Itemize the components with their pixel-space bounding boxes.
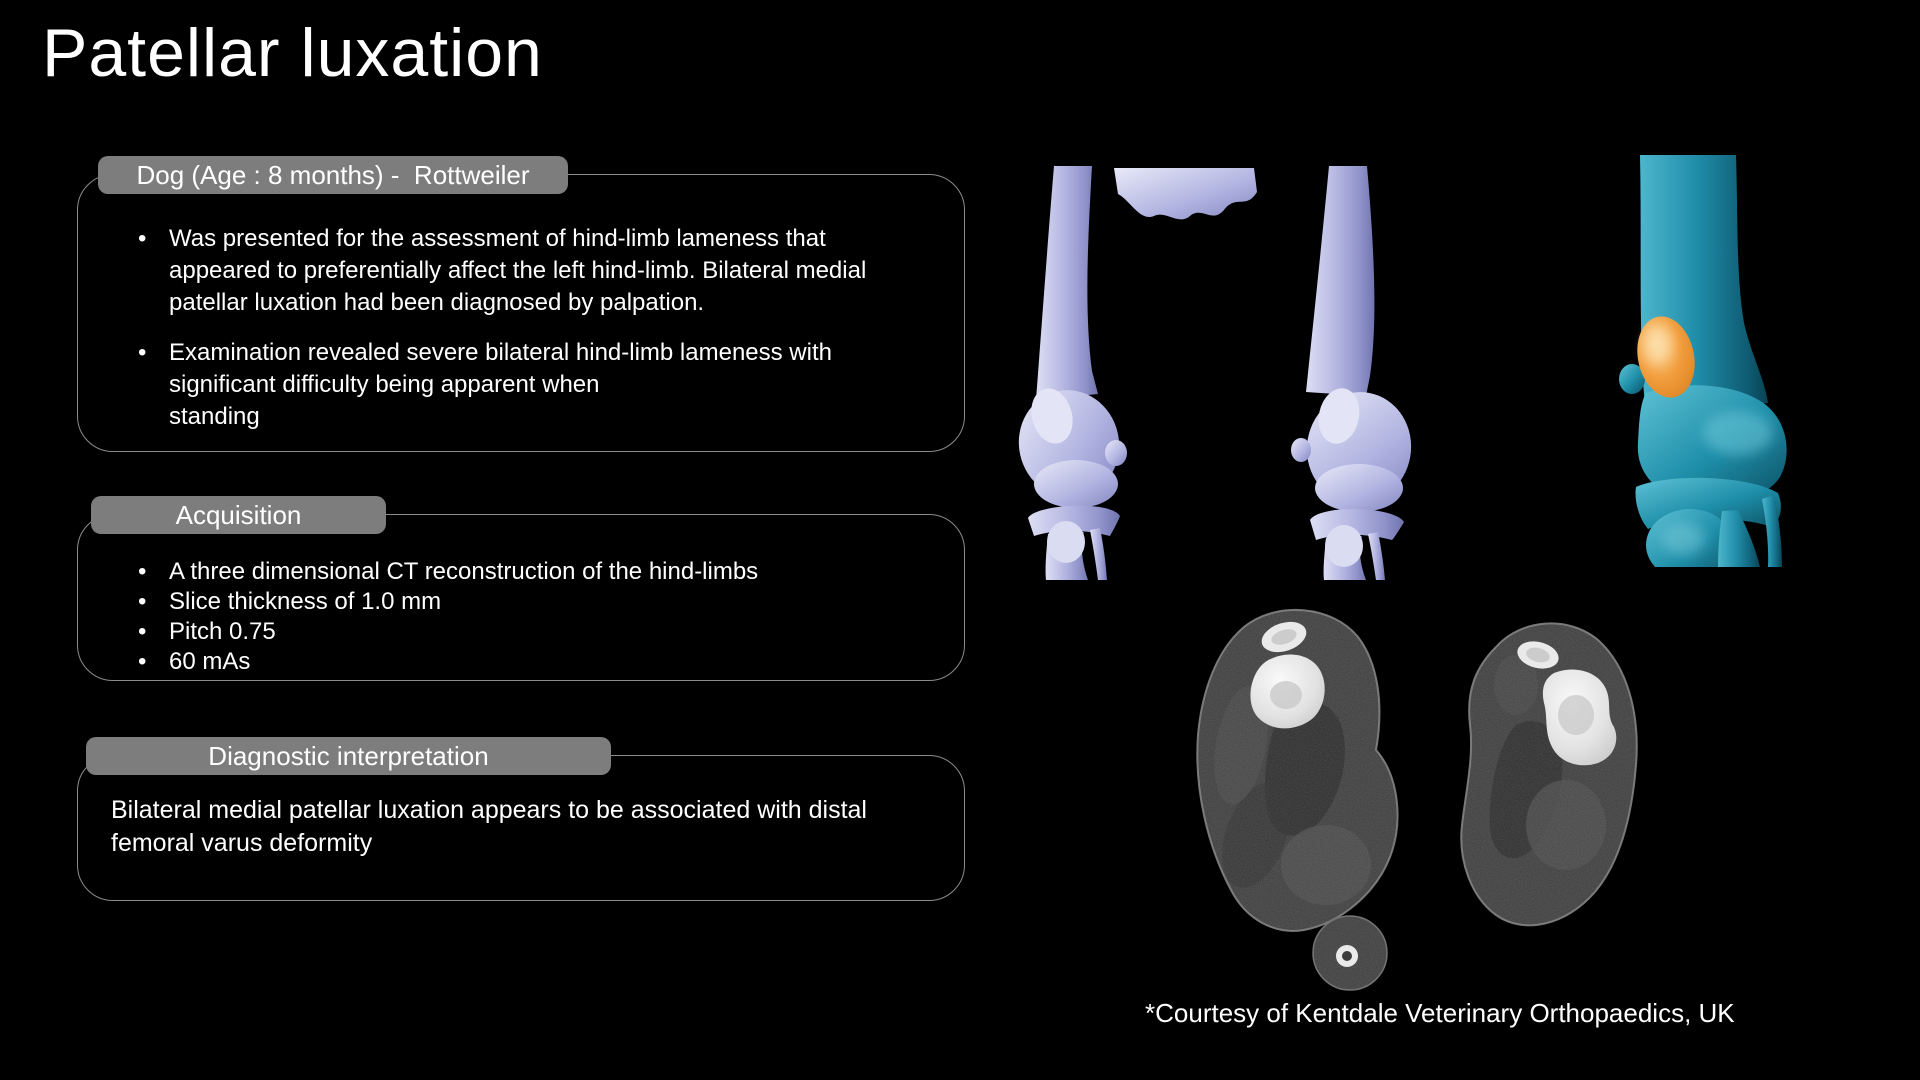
- ct-axial-slice-image: [1136, 585, 1706, 997]
- patient-box-header: Dog (Age : 8 months) - Rottweiler: [98, 156, 568, 194]
- diagnosis-box-header: Diagnostic interpretation: [86, 737, 611, 775]
- list-item: • Slice thickness of 1.0 mm: [134, 587, 928, 617]
- patient-info-box: [77, 160, 965, 452]
- patient-bullet-list: [106, 223, 928, 433]
- list-item: • Pitch 0.75: [134, 617, 928, 647]
- acquisition-info-box: [77, 500, 965, 681]
- page-title: Patellar luxation: [42, 15, 543, 91]
- diagnosis-info-box: [77, 741, 965, 901]
- acquisition-bullet-list: [106, 557, 928, 677]
- list-item: • Was presented for the assessment of hind-limb lameness that appeared to preferentially affect the left hind-limb. Bilateral medial patellar luxation had been diagnosed by palpation.: [134, 223, 928, 319]
- list-item: • Examination revealed severe bilateral hind-limb lameness with significant difficulty being apparent when standing: [134, 337, 928, 433]
- acquisition-box-header: Acquisition: [91, 496, 386, 534]
- ct-3d-hind-limbs-image: [1014, 166, 1514, 580]
- list-item: • A three dimensional CT reconstruction of the hind-limbs: [134, 557, 928, 587]
- ct-3d-knee-patella-image: [1588, 155, 1803, 567]
- list-item: • 60 mAs: [134, 647, 928, 677]
- diagnosis-text: Bilateral medial patellar luxation appears to be associated with distal femoral varus deformity: [111, 796, 867, 857]
- courtesy-caption: *Courtesy of Kentdale Veterinary Orthopaedics, UK: [1145, 998, 1735, 1028]
